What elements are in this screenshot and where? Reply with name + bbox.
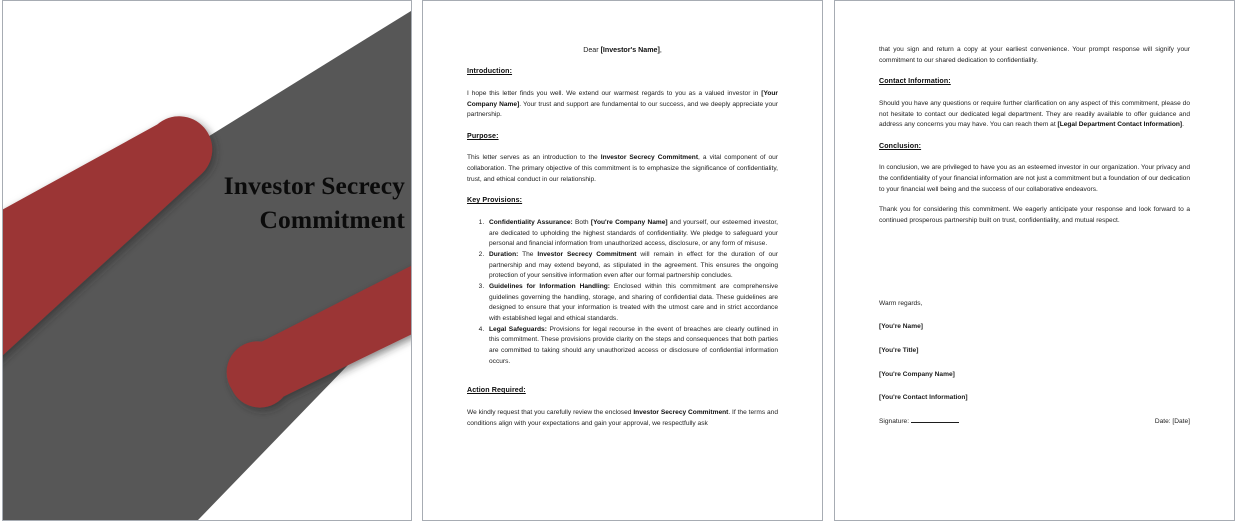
provision-text-a: Both <box>572 218 591 226</box>
paragraph-purpose <box>467 153 778 185</box>
provision-label: Legal Safeguards: <box>489 325 547 333</box>
provision-emphasis: [You're Company Name] <box>590 218 668 226</box>
list-item <box>486 218 778 250</box>
signature-field[interactable] <box>879 417 959 428</box>
heading-key-provisions: Key Provisions: <box>467 196 523 205</box>
intro-text-a: I hope this letter finds you well. We extend our warmest regards to you as a valued investor in <box>467 89 762 97</box>
heading-conclusion: Conclusion: <box>879 141 922 150</box>
provision-label: Duration: <box>489 250 519 258</box>
heading-introduction: Introduction: <box>467 67 513 76</box>
page-cover[interactable] <box>2 0 412 521</box>
spacer <box>467 378 778 385</box>
heading-purpose: Purpose: <box>467 131 499 140</box>
list-item <box>486 325 778 368</box>
salutation <box>467 45 778 56</box>
heading-action-required: Action Required: <box>467 386 526 395</box>
signer-contact: [You're Contact Information] <box>879 394 968 402</box>
intro-text-c: . Your trust and support are fundamental to our success, and we deeply appreciate your partnership. <box>467 100 778 119</box>
action-term: Investor Secrecy Commitment <box>633 408 729 416</box>
provision-text-b: and yourself, our esteemed investor, are dedicated to upholding the highest standards of confidentiality. We pledge to safeguard your personal and financial information from unauthorized access, disclosure, or any form of misuse. <box>489 218 779 248</box>
signer-company: [You're Company Name] <box>879 370 955 378</box>
purpose-term: Investor Secrecy Commitment <box>600 154 699 162</box>
contact-text-a: Should you have any questions or require further clarification on any aspect of this commitment, please do not hesitate to contact our dedicated legal department. They are readily available to offer guidance and address any concerns you may have. You can reach them at <box>879 99 1190 129</box>
list-item <box>486 250 778 282</box>
signature-row <box>879 417 1190 428</box>
contact-text-c: . <box>1182 121 1184 129</box>
signer-name: [You're Name] <box>879 323 923 331</box>
paragraph-conclusion-2: Thank you for considering this commitment. We eagerly anticipate your response and look forward to a continued prosperous partnership built on trust, confidentiality, and mutual respect. <box>879 206 1190 225</box>
purpose-text-c: , a vital component of our collaboration. The primary objective of this commitment is to emphasize the significance of confidentiality, trust, and ethical conduct in our relationship. <box>467 154 778 183</box>
salutation-suffix: , <box>659 46 662 54</box>
paragraph-introduction <box>467 89 778 121</box>
closing-salutation: Warm regards, <box>879 299 923 307</box>
provision-text-b: will remain in effect for the duration of our partnership and may extend beyond, as stipulated in the agreement. This ensures the ongoing protection of your sensitive information even after our formal partnership concludes. <box>489 250 778 280</box>
provision-emphasis: Investor Secrecy Commitment <box>537 250 637 258</box>
purpose-text-a: This letter serves as an introduction to the <box>467 154 601 162</box>
page-letter-continuation[interactable] <box>834 0 1235 521</box>
intro-company-placeholder: [Your Company Name] <box>467 89 778 108</box>
closing-block <box>879 299 1190 428</box>
list-item <box>486 282 778 325</box>
provisions-list <box>467 218 778 367</box>
provision-text-a: Provisions for legal recourse in the event of breaches are clearly outlined in this commitment. These provisions provide clarity on the steps and consequences that both parties are committed to taking should any unauthorized access or disclosure of confidential information occurs. <box>489 325 778 365</box>
signature-line[interactable] <box>911 418 959 423</box>
paragraph-continuation: that you sign and return a copy at your earliest convenience. Your prompt response will signify your commitment to our shared dedication to confidentiality. <box>879 46 1190 64</box>
contact-placeholder: [Legal Department Contact Information] <box>1057 121 1183 129</box>
cover-title-line-1: Investor Secrecy <box>223 171 405 200</box>
salutation-placeholder: [Investor's Name] <box>600 46 660 54</box>
paragraph-action-required <box>467 408 778 429</box>
cover-title-line-2: Commitment <box>259 204 405 234</box>
signature-label: Signature: <box>879 418 910 426</box>
provision-label: Confidentiality Assurance: <box>489 218 573 226</box>
paragraph-contact <box>879 99 1190 131</box>
paragraph-conclusion-1: In conclusion, we are privileged to have you as an esteemed investor in our organization. Your privacy and the confidentiality of your financial information are not just a commitment but a foundation of our dedication to your financial well being and the success of our collaborative endeavors. <box>879 164 1190 193</box>
provision-text-a: Enclosed within this commitment are comprehensive guidelines governing the handling, storage, and sharing of confidential data. These guidelines are designed to ensure that your information is treated with the utmost care and in strict accordance with established legal and ethical standards. <box>489 283 778 323</box>
provision-text-a: The <box>518 250 538 258</box>
heading-contact-information: Contact Information: <box>879 77 951 86</box>
page-letter-body[interactable] <box>422 0 823 521</box>
action-text-a: We kindly request that you carefully review the enclosed <box>467 408 634 416</box>
signer-title: [You're Title] <box>879 347 919 355</box>
salutation-prefix: Dear <box>583 46 601 54</box>
date-field[interactable]: Date: [Date] <box>1154 418 1190 426</box>
action-text-c: . If the terms and conditions align with your expectations and gain your approval, we respectfully ask <box>467 408 779 427</box>
cover-artwork <box>3 1 411 520</box>
provision-label: Guidelines for Information Handling: <box>489 283 610 290</box>
cover-title <box>123 169 405 236</box>
